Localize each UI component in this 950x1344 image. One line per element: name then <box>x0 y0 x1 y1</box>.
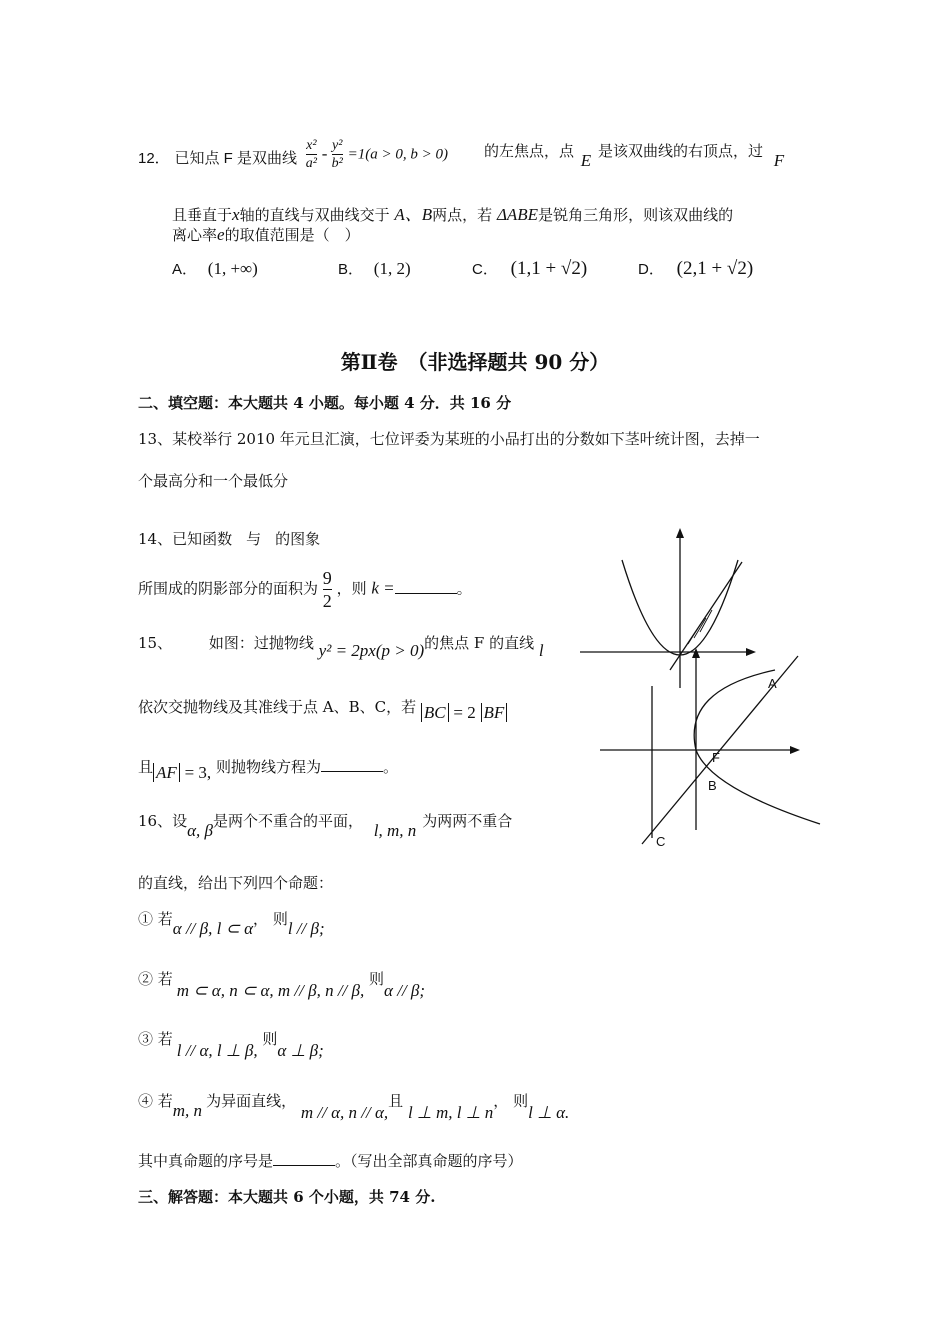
option-d-value: (2,1 + √2) <box>676 258 754 279</box>
option-a-label: A． <box>172 261 198 278</box>
figure-graphs <box>570 520 830 860</box>
q15-bc: BC <box>421 703 449 722</box>
q16-l1b: 是两个不重合的平面， <box>212 812 363 830</box>
q14-shade-2 <box>694 618 706 638</box>
q15-l3a: 且 <box>138 758 154 776</box>
q15-eq3: = 3, <box>184 763 212 782</box>
q15-eq2: = 2 <box>453 703 476 722</box>
prop3-mark: ③ 若 <box>138 1030 173 1048</box>
prop3-then: 则 <box>262 1030 278 1048</box>
q12-intro: 已知点 F 是双曲线 <box>174 150 297 168</box>
q12-eq-rhs: =1(a > 0, b > 0) <box>347 146 448 163</box>
q16-prop-1 <box>138 908 325 938</box>
q15-l3b: 则抛物线方程为 <box>215 758 321 776</box>
q12-option-d <box>638 258 753 280</box>
label-F: F <box>712 750 720 765</box>
q12-AB: A、B <box>394 205 433 224</box>
q14-fraction: $\frac{9}{2}$ <box>322 568 332 611</box>
q14-line2 <box>138 568 472 611</box>
q15-graph <box>600 648 820 849</box>
prop1-then: 则 <box>272 910 288 928</box>
q14-line <box>670 562 742 670</box>
q16-line1 <box>138 810 513 840</box>
option-a-value: (1, +∞) <box>207 259 258 278</box>
prop3-res: α ⊥ β; <box>277 1041 324 1060</box>
option-d-label: D． <box>638 261 664 278</box>
q12-F: F <box>773 151 785 170</box>
label-C: C <box>656 834 666 849</box>
q12-frac-x: $\frac{\text{x²}}{\text{a²}}$ <box>305 138 317 172</box>
q12-option-c <box>472 258 587 280</box>
q16-prop-4 <box>138 1090 570 1122</box>
q12-line1 <box>138 138 448 188</box>
prop4-cond3: l ⊥ m, l ⊥ n <box>407 1103 494 1122</box>
q12-l2c: 两点，若 <box>432 206 493 224</box>
q15-bf: BF <box>481 703 508 722</box>
option-b-value: (1, 2) <box>373 259 411 278</box>
q16-final-b: 。（写出全部真命题的序号） <box>335 1152 523 1170</box>
q12-number: 12． <box>138 150 170 168</box>
prop2-cond: m ⊂ α, n ⊂ α, m // β, n // β, <box>176 981 365 1000</box>
q12-tri: ΔABE <box>496 205 539 224</box>
prop1-sep: ， <box>253 910 269 928</box>
q15-line2 <box>138 696 507 722</box>
q15-l3c: 。 <box>382 758 398 776</box>
q12-minus: - <box>321 144 332 164</box>
q15-eq: y² = 2px <box>318 641 376 660</box>
q14-l1a: 14、已知函数 <box>138 530 233 548</box>
prop4-mark: ④ 若 <box>138 1092 173 1110</box>
q12-e: e <box>217 225 225 244</box>
prop4-cond: m, n <box>172 1101 203 1120</box>
q14-line1 <box>138 528 320 549</box>
q15-parabola <box>694 670 820 824</box>
q12-after-E: 是该双曲线的右顶点，过 <box>597 142 763 160</box>
prop4-and: 且 <box>388 1092 404 1110</box>
q12-l2b: 轴的直线与双曲线交于 <box>239 206 390 224</box>
q15-af: AF <box>153 763 180 782</box>
prop1-cond: α // β, l ⊂ α <box>172 919 254 938</box>
option-c-label: C． <box>472 261 498 278</box>
q12-option-a <box>172 258 258 279</box>
q14-x-arrow-icon <box>746 648 756 656</box>
q16-l1a: 16、设 <box>138 812 188 830</box>
q12-l2a: 且垂直于 <box>172 206 233 224</box>
part2-title: 第Ⅱ卷 （非选择题共 90 分） <box>340 350 610 374</box>
q15-x-arrow-icon <box>790 746 800 754</box>
q14-shade-1 <box>688 628 698 644</box>
q14-answer-blank[interactable] <box>395 579 457 594</box>
option-c-value: (1,1 + √2) <box>510 258 588 279</box>
q16-final <box>138 1150 523 1171</box>
q15-num: 15、 <box>138 634 173 652</box>
section2-heading: 二、填空题：本大题共 4 小题。每小题 4 分．共 16 分 <box>138 394 512 412</box>
q15-l2a: 依次交抛物线及其准线于点 A、B、C，若 <box>138 698 417 716</box>
prop1-res: l // β; <box>287 919 325 938</box>
prop4-sep: ， <box>493 1092 509 1110</box>
q15-l: l <box>538 641 544 660</box>
q16-ab: α, β <box>187 821 213 840</box>
q12-x: x <box>232 205 240 224</box>
option-b-label: B． <box>338 261 364 278</box>
q14-l2a: 所围成的阴影部分的面积为 <box>138 579 319 598</box>
prop3-cond: l // α, l ⊥ β, <box>176 1041 258 1060</box>
q14-l2c: 。 <box>456 579 472 598</box>
q13-line1: 13、某校举行 2010 年元旦汇演，七位评委为某班的小品打出的分数如下茎叶统计图，去掉一 <box>138 430 760 448</box>
q14-k: k = <box>371 578 395 598</box>
q12-l2d: 是锐角三角形，则该双曲线的 <box>538 206 734 224</box>
prop2-then: 则 <box>369 970 385 988</box>
q15-cond: (p > 0) <box>375 641 425 660</box>
q14-l1b: 与 <box>246 530 262 548</box>
q15-line3 <box>138 756 398 782</box>
q14-graph <box>580 528 756 688</box>
q12-frac-y: $\frac{\text{y²}}{\text{b²}}$ <box>331 138 343 172</box>
q16-l1c: 为两两不重合 <box>422 812 513 830</box>
q14-func-placeholder-1 <box>232 536 246 544</box>
prop2-res: α // β; <box>384 981 426 1000</box>
prop4-res: l ⊥ α. <box>528 1103 570 1122</box>
q15-l1a: 如图：过抛物线 <box>208 634 314 652</box>
q16-lmn: l, m, n <box>373 821 417 840</box>
q12-l3b: 的取值范围是（ ） <box>224 226 360 244</box>
section3-heading: 三、解答题：本大题共 6 个小题，共 74 分. <box>138 1188 436 1206</box>
q15-answer-blank[interactable] <box>321 757 383 772</box>
label-B: B <box>708 778 717 793</box>
prop1-mark: ① 若 <box>138 910 173 928</box>
q15-l1b: 的焦点 F 的直线 <box>424 634 535 652</box>
prop2-mark: ② 若 <box>138 970 173 988</box>
q12-l3: 离心率 <box>172 226 218 244</box>
q16-prop-3 <box>138 1028 324 1060</box>
q14-func-placeholder-2 <box>261 536 275 544</box>
q12-E: E <box>580 151 592 170</box>
q16-prop-2 <box>138 968 426 1000</box>
prop4-cond2: m // α, n // α, <box>300 1103 389 1122</box>
q16-line2: 的直线，给出下列四个命题： <box>138 874 334 892</box>
q14-l1c: 的图象 <box>275 530 321 548</box>
q13-line2: 个最高分和一个最低分 <box>138 472 289 490</box>
q14-l2b: ，则 <box>336 579 367 598</box>
prop4-then: 则 <box>513 1092 529 1110</box>
q12-line3 <box>172 224 360 245</box>
q15-line1 <box>138 632 544 660</box>
prop4-mid: 为异面直线， <box>206 1092 297 1110</box>
label-A: A <box>768 676 777 691</box>
q12-line2 <box>172 200 733 225</box>
q12-line1-tail <box>484 140 785 170</box>
q12-option-b <box>338 258 411 279</box>
q16-answer-blank[interactable] <box>273 1151 335 1166</box>
q12-after-eq: 的左焦点，点 <box>484 142 575 160</box>
q16-final-a: 其中真命题的序号是 <box>138 1152 274 1170</box>
q14-y-arrow-icon <box>676 528 684 538</box>
